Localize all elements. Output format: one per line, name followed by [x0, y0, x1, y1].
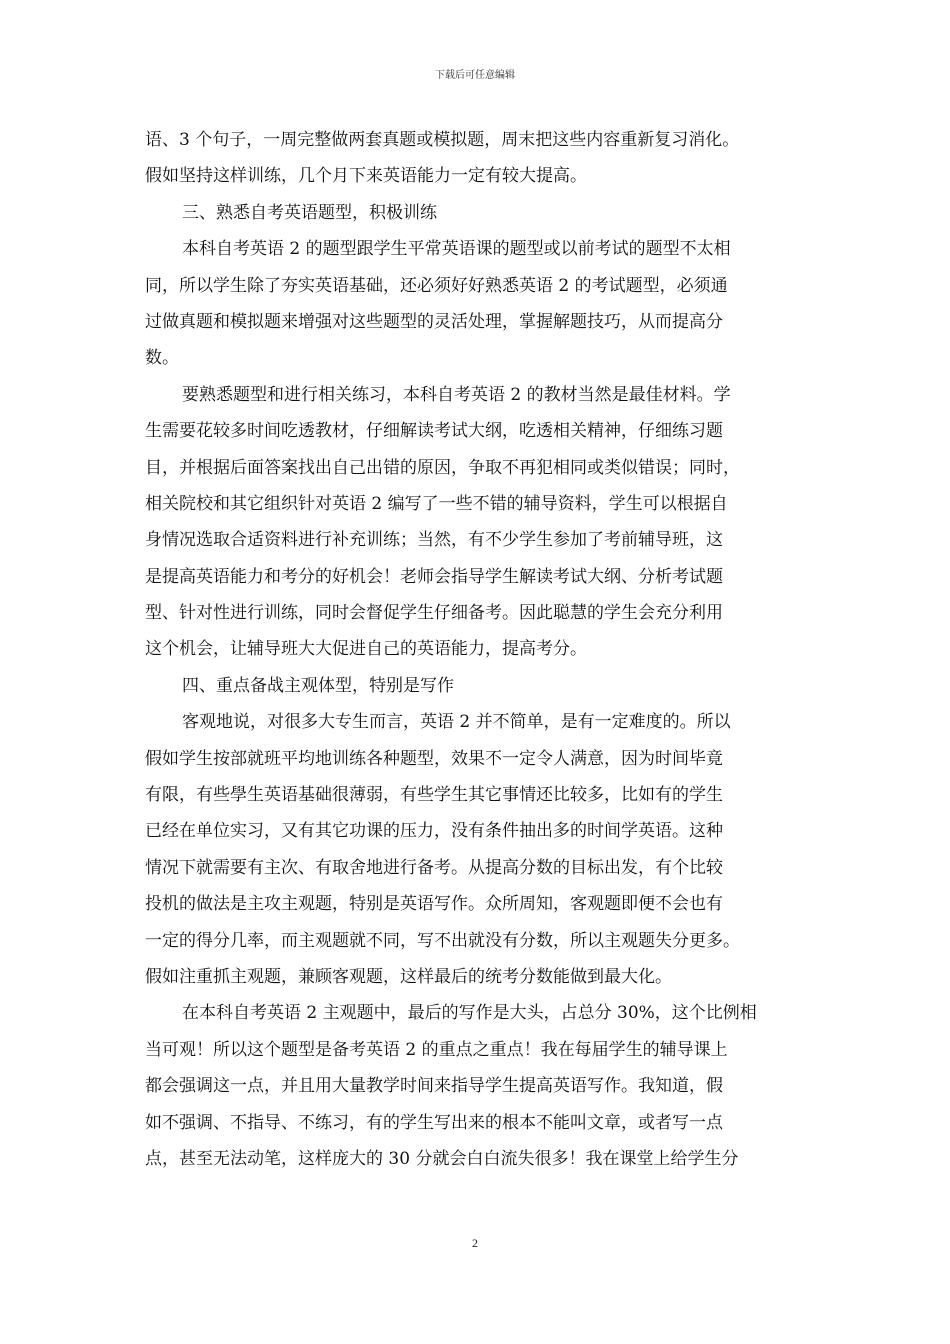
text-line: 本科自考英语 2 的题型跟学生平常英语课的题型或以前考试的题型不太相 [182, 239, 731, 260]
text-line: 身情况选取合适资料进行补充训练；当然，有不少学生参加了考前辅导班，这 [145, 530, 723, 551]
text-line: 如不强调、不指导、不练习，有的学生写出来的根本不能叫文章，或者写一点 [145, 1112, 723, 1133]
text-line: 有限，有些學生英语基础很薄弱，有些学生其它事情还比较多，比如有的学生 [145, 785, 723, 806]
text-line: 都会强调这一点，并且用大量教学时间来指导学生提高英语写作。我知道，假 [145, 1076, 723, 1097]
text-line: 客观地说，对很多大专生而言，英语 2 并不简单，是有一定难度的。所以 [182, 712, 731, 733]
text-line: 过做真题和模拟题来增强对这些题型的灵活处理，掌握解题技巧，从而提高分 [145, 311, 723, 332]
page-number: 2 [472, 1236, 478, 1250]
text-line: 这个机会，让辅导班大大促进自己的英语能力，提高考分。 [145, 639, 587, 660]
section-heading: 三、熟悉自考英语题型，积极训练 [182, 202, 437, 223]
text-line: 在本科自考英语 2 主观题中，最后的写作是大头，占总分 30%，这个比例相 [182, 1003, 757, 1024]
text-line: 语、3 个句子，一周完整做两套真题或模拟题，周末把这些内容重新复习消化。 [145, 130, 740, 150]
text-line: 投机的做法是主攻主观题，特别是英语写作。众所周知，客观题即便不会也有 [145, 894, 723, 915]
text-line: 一定的得分几率，而主观题就不同，写不出就没有分数，所以主观题失分更多。 [145, 930, 740, 951]
text-line: 生需要花较多时间吃透教材，仔细解读考试大纲，吃透相关精神，仔细练习题 [145, 421, 723, 442]
text-line: 同，所以学生除了夯实英语基础，还必须好好熟悉英语 2 的考试题型，必须通 [145, 275, 728, 296]
text-line: 相关院校和其它组织针对英语 2 编写了一些不错的辅导资料，学生可以根据自 [145, 493, 728, 514]
page-header: 下载后可任意编辑 [435, 70, 515, 81]
text-line: 已经在单位实习，又有其它功课的压力，没有条件抽出多的时间学英语。这种 [145, 821, 723, 842]
text-line: 目，并根据后面答案找出自己出错的原因，争取不再犯相同或类似错误；同时， [145, 457, 740, 478]
body-text [145, 122, 810, 1177]
text-line: 假如注重抓主观题，兼顾客观题，这样最后的统考分数能做到最大化。 [145, 966, 672, 987]
text-line: 数。 [145, 348, 179, 369]
text-line: 点，甚至无法动笔，这样庞大的 30 分就会白白流失很多！我在课堂上给学生分 [145, 1148, 739, 1169]
text-line: 型、针对性进行训练，同时会督促学生仔细备考。因此聪慧的学生会充分利用 [145, 603, 723, 624]
text-line: 当可观！所以这个题型是备考英语 2 的重点之重点！我在每届学生的辅导课上 [145, 1039, 728, 1060]
text-line: 假如坚持这样训练，几个月下来英语能力一定有较大提高。 [145, 166, 587, 187]
text-line: 情况下就需要有主次、有取舍地进行备考。从提高分数的目标出发，有个比较 [145, 857, 723, 878]
section-heading: 四、重点备战主观体型，特别是写作 [182, 675, 454, 696]
text-line: 假如学生按部就班平均地训练各种题型，效果不一定令人满意，因为时间毕竟 [145, 748, 723, 769]
text-line: 要熟悉题型和进行相关练习，本科自考英语 2 的教材当然是最佳材料。学 [182, 384, 731, 405]
text-line: 是提高英语能力和考分的好机会！老师会指导学生解读考试大纲、分析考试题 [145, 566, 723, 587]
